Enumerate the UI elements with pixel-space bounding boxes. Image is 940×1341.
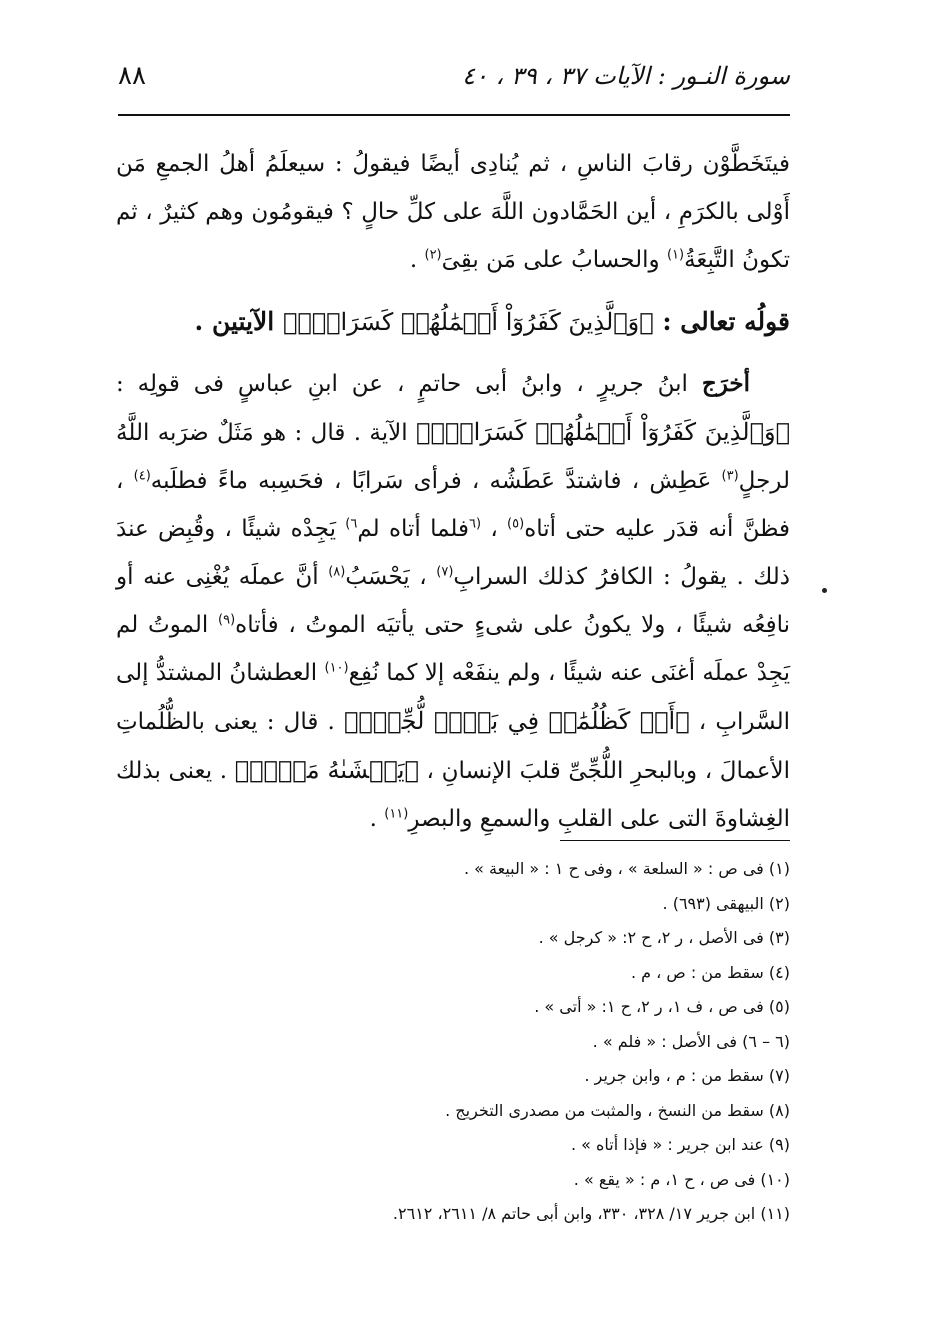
page-header [118,52,790,100]
footnote-item: (٨) سقط من النسخ ، والمثبت من مصدرى التخريج . [445,1100,790,1120]
footnote-ref: (٣) [721,468,739,484]
footnote-ref: (٢) [424,247,442,263]
footnote-ref: (٦ [469,516,482,532]
footnote-ref: (١١) [384,806,409,822]
quran-verse: ﴿وَٱلَّذِينَ كَفَرُوٓاْ أَعۡمَٰلُهُمۡ كَسَرَابِۭ﴾ [416,418,790,446]
footnote-item: (١١) ابن جرير ١٧/ ٣٢٨، ٣٣٠، وابن أبى حاتم ٨/ ٢٦١١، ٢٦١٢. [392,1204,790,1223]
footnotes [118,852,790,1232]
footnote-item: (٦ – ٦) فى الأصل : « فلم » . [592,1031,790,1051]
footnote-ref: (٥) [507,516,525,532]
footnote-item: (٤) سقط من : ص ، م . [630,962,790,982]
footnote-item: (٣) فى الأصل ، ر ٢، ح ٢: « كرجل » . [538,928,790,947]
quran-verse: ﴿وَٱلَّذِينَ كَفَرُوٓاْ أَعۡمَٰلُهُمۡ كَسَرَابِۭ﴾ [282,308,654,336]
footnote-item: (٥) فى ص ، ف ١، ر ٢، ح ١: « أتى » . [534,997,790,1016]
header-rule [118,114,790,116]
footnote-item: (٢) البيهقى (٦٩٣) . [662,893,790,913]
quran-verse: ﴿أَوۡ كَظُلُمَٰتٖ فِي بَحۡرٖ لُّجِّيّٖ﴾ [343,707,690,735]
footnote-item: (٩) عند ابن جرير : « فإذا أتاه » . [570,1135,790,1154]
margin-mark [822,588,827,593]
footnote-ref: (٤) [133,468,151,484]
footnote-ref: (١) [666,247,685,263]
footnote-ref: (٧) [436,564,454,580]
footnote-ref: (٨) [328,564,346,580]
footnote-item: (١) فى ص : « السلعة » ، وفى ح ١ : « البيعة » . [464,859,790,878]
footnote-ref: ٦) [345,516,358,532]
footnote-item: (١٠) فى ص ، ح ١، م : « يقع » . [573,1169,790,1189]
paragraph-1: فيتَخَطَّوْن رقابَ الناسِ ، ثم يُنادِى أيضًا فيقولُ : سيعلَمُ أهلُ الجمعِ مَن أَوْلى بالكرَمِ ، أين الحَمَّادون اللَّهَ على كلِّ حالٍ ؟ فيقومُون وهم كثيرٌ ، ثم تكونُ التَّبِعَةُ$^{(١)}$ والحسابُ على مَن بقِىَ$^{(٢)}$ . [116,151,790,273]
verse-heading: قولُه تعالى : ﴿وَٱلَّذِينَ كَفَرُوٓاْ أَعۡمَٰلُهُمۡ كَسَرَابِۭ﴾ الآيتين . [194,307,790,336]
quran-verse: ﴿يَغۡشَىٰهُ مَوۡجٞ﴾ [234,756,419,784]
footnote-separator [560,840,790,841]
footnote-item: (٧) سقط من : م ، وابن جرير . [584,1066,790,1085]
paragraph-2: أخرَج ابنُ جريرٍ ، وابنُ أبى حاتمٍ ، عن ابنِ عباسٍ فى قولِه : ﴿وَٱلَّذِينَ كَفَرُوٓاْ أَعۡمَٰلُهُمۡ كَسَرَابِۭ﴾ الآية . قال : هو مَثَلٌ ضرَبه اللَّهُ لرجلٍ$^{(٣)}$ عَطِش ، فاشتدَّ عَطَشُه ، فرأى سَرابًا ، فحَسِبه ماءً فطلَبه$^{(٤)}$ ، فظنَّ أنه قدَر عليه حتى أتاه$^{(٥)}$ ، $^{(٦}$فلما أتاه لم$^{٦)}$ يَجِدْه شيئًا ، وقُبِض عندَ ذلك . يقولُ : الكافرُ كذلك السرابِ$^{(٧)}$ ، يَحْسَبُ$^{(٨)}$ أنَّ عملَه يُغْنِى عنه أو نافِعُه شيئًا ، ولا يكونُ على شىءٍ حتى يأتيَه الموتُ ، فأتاه$^{(٩)}$ الموتُ لم يَجِدْ عملَه أغنَى عنه شيئًا ، ولم ينفَعْه إلا كما نُفِع$^{(١٠)}$ العطشانُ المشتدُّ إلى السَّرابِ ، ﴿أَوۡ كَظُلُمَٰتٖ فِي بَحۡرٖ لُّجِّيّٖ﴾ . قال : يعنى بالظُّلُماتِ الأعمالَ ، وبالبحرِ اللُّجِّىِّ قلبَ الإنسانِ ، ﴿يَغۡشَىٰهُ مَوۡجٞ﴾ . يعنى بذلك الغِشاوةَ التى على القلبِ والسمعِ والبصرِ$^{(١١)}$ . [115,370,791,832]
running-title: سورة النـور : الآيات ٣٧ ، ٣٩ ، ٤٠ [462,62,790,90]
main-text [116,140,790,843]
footnote-ref: (٩) [218,612,236,628]
page-number: ٨٨ [118,61,146,91]
footnote-ref: (١٠) [324,660,349,676]
